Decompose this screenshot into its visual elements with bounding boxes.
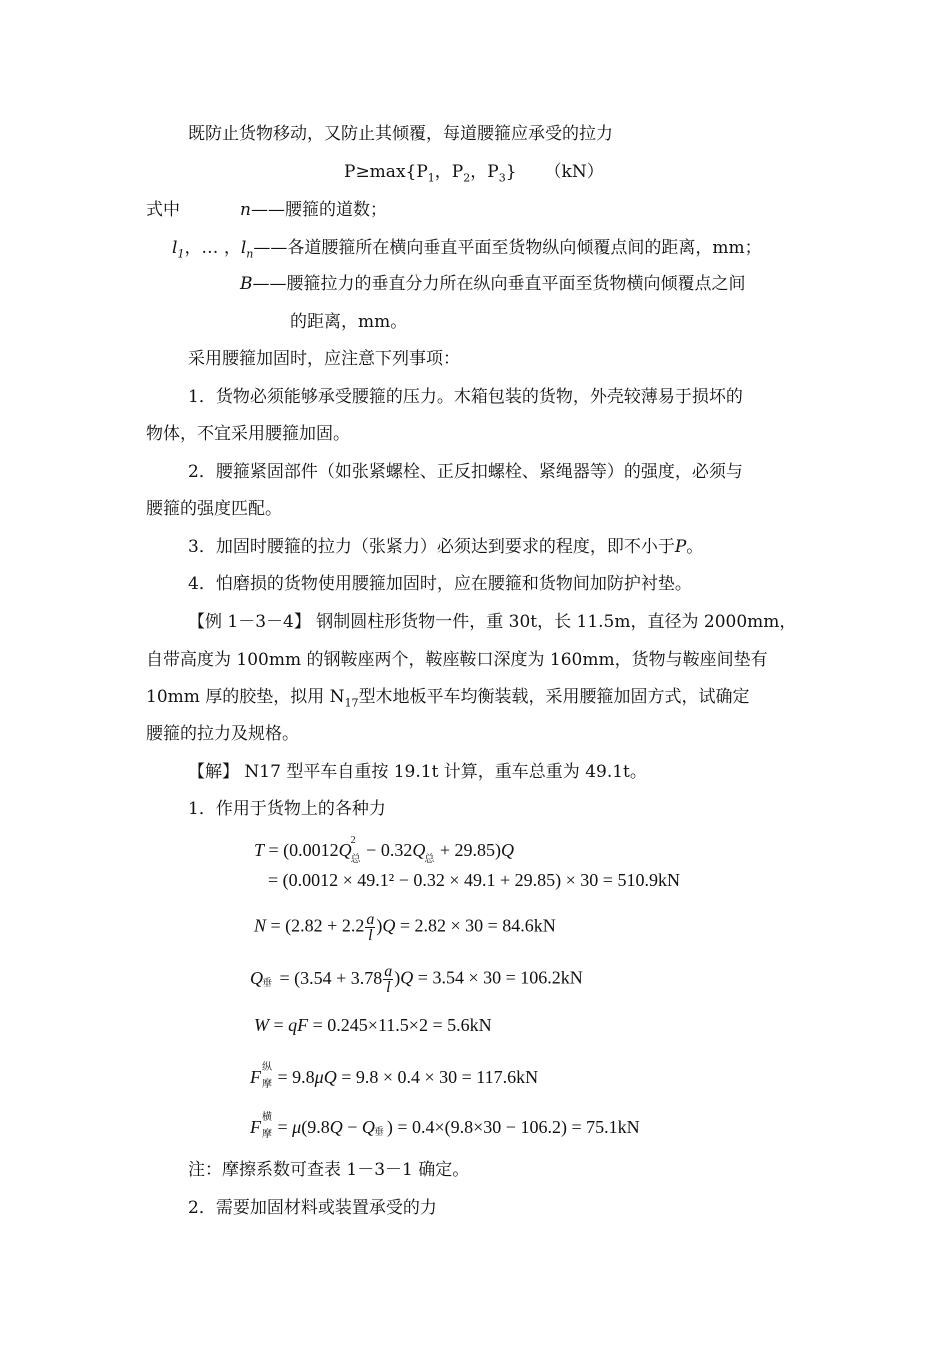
subscript: 17 bbox=[344, 696, 359, 710]
variable: F bbox=[250, 1117, 261, 1137]
example-heading: 【例 1－3－4】 钢制圆柱形货物一件，重 30t，长 11.5m，直径为 2000mm， bbox=[188, 612, 797, 632]
equation-text: = bbox=[269, 1015, 289, 1035]
equation-q-vertical bbox=[250, 964, 583, 995]
subscript: 摩 bbox=[262, 1129, 272, 1140]
superscript: 横 bbox=[262, 1112, 272, 1123]
variable: F bbox=[250, 1067, 261, 1087]
subscript: 总 bbox=[424, 854, 435, 865]
formula-text: } bbox=[505, 162, 517, 182]
formula-text: P≥max{P bbox=[344, 162, 428, 182]
fraction bbox=[383, 964, 393, 995]
note: 注：摩擦系数可查表 1－3－1 确定。 bbox=[188, 1160, 470, 1180]
numerator: a bbox=[366, 911, 375, 928]
text-line bbox=[188, 535, 703, 559]
equation-t bbox=[254, 835, 514, 865]
equation-text: = (3.54 + 3.78 bbox=[275, 967, 383, 988]
equation-text: − bbox=[342, 1117, 362, 1137]
text-line: 腰箍的强度匹配。 bbox=[146, 499, 282, 519]
variable: Q bbox=[329, 1117, 343, 1137]
text-line bbox=[146, 685, 750, 709]
definition-l bbox=[172, 236, 762, 260]
formula-pmax bbox=[344, 160, 604, 184]
fraction bbox=[365, 912, 375, 943]
equation-text: = 9.8 bbox=[273, 1067, 315, 1087]
numerator: a bbox=[384, 963, 393, 980]
variable: l bbox=[240, 238, 247, 258]
text-line: 2．腰箍紧固部件（如张紧螺栓、正反扣螺栓、紧绳器等）的强度，必须与 bbox=[188, 462, 743, 482]
variable: W bbox=[254, 1015, 269, 1035]
variable: Q bbox=[382, 915, 396, 936]
equation-text: = (2.82 + 2.2 bbox=[266, 915, 365, 936]
superscript: 纵 bbox=[262, 1062, 272, 1073]
solution-heading: 【解】 N17 型平车自重按 19.1t 计算，重车总重为 49.1t。 bbox=[188, 762, 647, 782]
formula-text: ，P bbox=[434, 162, 464, 182]
subscript: n bbox=[246, 247, 254, 261]
equation-text: (9.8 bbox=[301, 1117, 330, 1137]
equation-text: = 2.82 × 30 = 84.6kN bbox=[395, 915, 556, 936]
definition-text: ——腰箍的道数； bbox=[250, 200, 387, 220]
variable: μQ bbox=[314, 1067, 337, 1087]
subscript: 1 bbox=[427, 171, 435, 185]
text-segment: 。 bbox=[686, 537, 704, 557]
variable bbox=[250, 1112, 272, 1140]
text-line: 的距离，mm。 bbox=[290, 312, 408, 332]
subscript: 1 bbox=[177, 247, 185, 261]
superscript: 2 bbox=[350, 835, 356, 846]
text-line: 自带高度为 100mm 的钢鞍座两个，鞍座鞍口深度为 160mm，货物与鞍座间垫有 bbox=[146, 650, 768, 670]
variable: Q bbox=[338, 840, 352, 860]
variable: n bbox=[240, 200, 251, 220]
definition-b bbox=[240, 272, 746, 296]
denominator: l bbox=[386, 979, 391, 996]
subscript: 摩 bbox=[262, 1079, 272, 1090]
equation-text: = 3.54 × 30 = 106.2kN bbox=[413, 967, 583, 988]
variable: μ bbox=[292, 1117, 302, 1137]
denominator: l bbox=[368, 927, 373, 944]
text-line: 物体，不宜采用腰箍加固。 bbox=[146, 424, 350, 444]
text-segment: 3．加固时腰箍的拉力（张紧力）必须达到要求的程度，即不小于 bbox=[188, 537, 675, 557]
text-segment: 10mm 厚的胶垫，拟用 N bbox=[146, 687, 345, 707]
variable bbox=[250, 966, 272, 990]
equation-text: = 9.8 × 0.4 × 30 = 117.6kN bbox=[336, 1067, 539, 1087]
equation-text: ) bbox=[394, 967, 401, 988]
text-line: 1．货物必须能够承受腰箍的压力。木箱包装的货物，外壳较薄易于损坏的 bbox=[188, 387, 743, 407]
variable: B bbox=[240, 274, 253, 294]
variable bbox=[338, 835, 361, 865]
variable: Q bbox=[412, 840, 426, 860]
equation-text: ) bbox=[376, 915, 383, 936]
equation-text: = 0.245×11.5×2 = 5.6kN bbox=[308, 1015, 492, 1035]
equation-text: = bbox=[273, 1117, 293, 1137]
definition-n bbox=[240, 198, 387, 222]
variable bbox=[361, 1115, 384, 1139]
variable bbox=[412, 838, 435, 865]
definition-text: ——各道腰箍所在横向垂直平面至货物纵向倾覆点间的距离，mm； bbox=[253, 238, 762, 258]
text-line: 采用腰箍加固时，应注意下列事项： bbox=[188, 349, 460, 369]
definition-lead: 式中 bbox=[146, 200, 180, 220]
variable: Q bbox=[400, 967, 414, 988]
variable: T bbox=[254, 840, 265, 860]
variable: l bbox=[172, 238, 178, 258]
equation-t-value: = (0.0012 × 49.1² − 0.32 × 49.1 + 29.85) × 30 = 510.9kN bbox=[268, 870, 680, 890]
variable: qF bbox=[288, 1015, 309, 1035]
subscript: 垂 bbox=[373, 1127, 384, 1138]
text-line: 4．怕磨损的货物使用腰箍加固时，应在腰箍和货物间加防护衬垫。 bbox=[188, 574, 692, 594]
equation-text: − 0.32 bbox=[361, 840, 413, 860]
text-line: 2．需要加固材料或装置承受的力 bbox=[188, 1198, 437, 1218]
variable: Q bbox=[250, 967, 263, 988]
unit-label: （kN） bbox=[544, 162, 604, 182]
subscript: 垂 bbox=[262, 977, 272, 989]
text-segment: 型木地板平车均衡装载，采用腰箍加固方式，试确定 bbox=[358, 687, 750, 707]
variable: P bbox=[674, 537, 687, 557]
formula-text: ，P bbox=[470, 162, 499, 182]
variable: Q bbox=[361, 1117, 375, 1137]
variable: Q bbox=[500, 840, 514, 860]
text-line: 既防止货物移动，又防止其倾覆，每道腰箍应承受的拉力 bbox=[188, 124, 613, 144]
subscript: 3 bbox=[498, 171, 506, 185]
subscript: 总 bbox=[350, 854, 361, 865]
variable: N bbox=[254, 915, 267, 936]
equation-text: ) = 0.4×(9.8×30 − 106.2) = 75.1kN bbox=[386, 1117, 640, 1137]
equation-friction-longitudinal bbox=[250, 1062, 539, 1090]
variable bbox=[250, 1062, 272, 1090]
definition-text: ，… ， bbox=[184, 238, 241, 258]
text-line: 腰箍的拉力及规格。 bbox=[146, 724, 299, 744]
equation-text: + 29.85) bbox=[435, 840, 501, 860]
equation-n bbox=[254, 912, 556, 943]
equation-text: = (0.0012 bbox=[264, 840, 339, 860]
equation-w bbox=[254, 1013, 492, 1037]
subscript: 2 bbox=[463, 171, 471, 185]
text-line: 1．作用于货物上的各种力 bbox=[188, 799, 386, 819]
equation-friction-transverse bbox=[250, 1112, 640, 1140]
definition-text: ——腰箍拉力的垂直分力所在纵向垂直平面至货物横向倾覆点之间 bbox=[252, 274, 746, 294]
